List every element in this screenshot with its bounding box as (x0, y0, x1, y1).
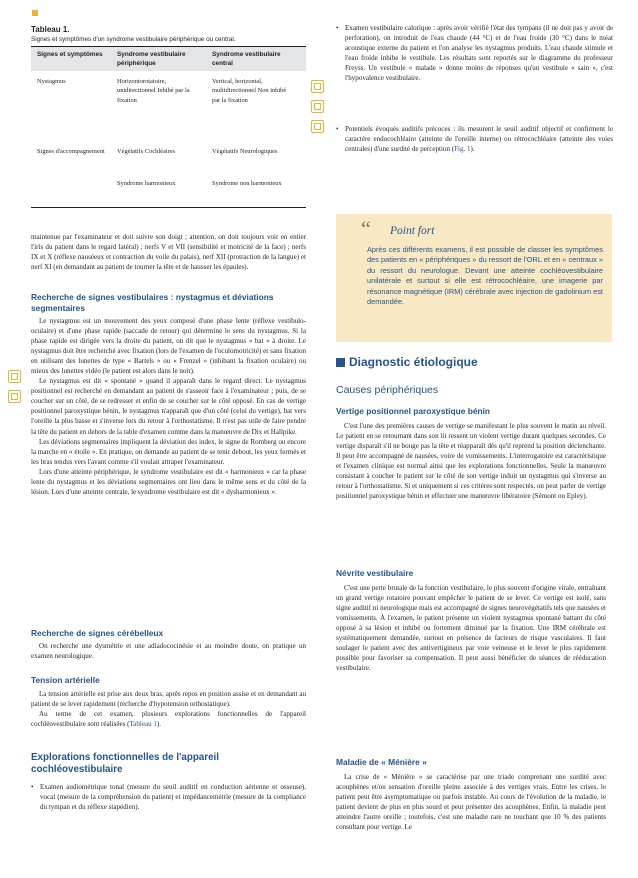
section-marker (32, 10, 38, 16)
table-reference-link[interactable]: Tableau 1 (129, 720, 157, 729)
table-cell: Végétatifs Cochléaires (117, 148, 176, 155)
table-cell: Nystagmus (37, 78, 66, 85)
paragraph: La tension artérielle est prise aux deux bras, après repos en position assise et en demandant au patient de se lever rapidement (recherche d'hypotension orthostatique). (31, 690, 306, 709)
heading-explorations: Explorations fonctionnelles de l'appareil cochléovestibulaire (31, 752, 219, 775)
figure-reference-link[interactable]: Fig. 1 (454, 145, 471, 154)
table-cell: Végétatifs Neurologiques (212, 148, 278, 155)
text-span: ). (156, 720, 162, 729)
heading-cerebellar: Recherche de signes cérébelleux (31, 628, 164, 638)
point-fort-text: Après ces différents examens, il est possible de classer les symptômes des patients en « périphériques » du ressort de l'ORL et en « centraux » du ressort du neurologue. Devant une atteinte cochléovestibulaire unilatérale et surtout si elle est rétrocochléaire, une imagerie par résonance magnétique (IRM) cérébrale avec injection de gadolinium est demandée. (367, 245, 603, 307)
heading-vppb: Vertige positionnel paroxystique bénin (336, 406, 491, 416)
bullet-audiometry: • Examen audiométrique tonal (mesure du seuil auditif en conduction aérienne et osseuse), vocal (mesure de la compréhension du patient) et impédancemétrie (mesure de la compliance du tympan et du réflexe stapédien). (31, 782, 306, 812)
heading-meniere: Maladie de « Ménière » (336, 757, 427, 767)
heading-peripheral-causes: Causes périphériques (336, 384, 439, 396)
paragraph: maintenue par l'examinateur et doit suivre son doigt ; attention, on doit toujours voir en entier l'iris du patient dans le regard latéral) ; nerfs V et VII (sensibilité et motricité de la face) ; nerfs IX et X (réflexe nauséeux et contraction du voile du palais), nerf XII (protraction de la langue) et nerf XI (en demandant au patient de tourner la tête et de hausser les épaules). (31, 233, 306, 272)
table-cell: Horizontorotatoire, unidirectionnel Inhibé par la fixation (117, 78, 190, 104)
margin-note-icon[interactable] (311, 120, 324, 133)
text-span: Potentiels évoqués auditifs précoces : ils mesurent le seuil auditif objectif et confirment le caractère endocochléaire (atteinte de l'oreille interne) ou rétrocochléaire (atteinte des voies centrales) d'une surdité de perception ( (345, 125, 613, 154)
table-subtitle: Signes et symptômes d'un syndrome vestibulaire périphérique ou central. (31, 36, 236, 43)
margin-note-icon[interactable] (311, 80, 324, 93)
paragraph: Le nystagmus est dit « spontané » quand il apparaît dans le regard direct. Le nystagmus positionnel est recherché en demandant au patient de s'asseoir face à l'examinateur ; puis, de se coucher sur un côté, de se redresser et enfin de se coucher sur le côté opposé. En cas de vertige positionnel paroxystique bénin, le nystagmus n'apparaît que d'un côté (celui du vertige), bat vers l'oreille la plus basse et s'inverse lors du retour à l'orthostatisme. Il n'est pas utile de faire pendre la tête du patient en dehors de la table d'examen comme dans la manœuvre de Dix et Hallpike. (31, 377, 306, 436)
header-signs: Signes et symptômes (37, 51, 103, 58)
vppb-text (336, 421, 606, 501)
paragraph: On recherche une dysmétrie et une adiadococinésie et au moindre doute, on pratique un examen neurologique. (31, 642, 306, 661)
table-caption: Tableau 1. (31, 25, 70, 34)
paragraph: C'est l'une des premières causes de vertige se manifestant le plus souvent le matin au réveil. Le patient en se retournant dans son lit ressent un violent vertige durant quelques secondes. Ce vertige disparaît s'il ne bouge pas la tête et réapparaît dès qu'il reprend la position déclenchante. Il peut être accompagné de nausées, voire de vomissements. L'interrogatoire est caractéristique et l'examen clinique est normal ainsi que les explorations fonctionnelles. Seule la manœuvre consistant à coucher le patient sur le côté de son vertige induit un nystagmus qui s'inverse au retour à l'orthostatisme. Si et uniquement si ces critères sont respectés, on peut parler de vertige positionnel paroxystique bénin et effectuer une manœuvre libératoire (Sémont ou Epley). (336, 422, 606, 501)
quote-mark: “ (361, 216, 371, 241)
table-cell: Syndrome harmonieux (117, 180, 176, 187)
heading-text: Diagnostic étiologique (349, 355, 478, 369)
nevrite-text (336, 583, 606, 673)
margin-note-icon[interactable] (8, 370, 21, 383)
cerebellar-text (31, 641, 306, 661)
heading-diagnostic (336, 355, 606, 369)
table-cell: Signes d'accompagnement (37, 148, 105, 155)
meniere-text (336, 772, 606, 832)
bullet-caloric: • Examen vestibulaire calorique : après avoir vérifié l'état des tympans (il ne doit pas y avoir de perforation), on introduit de l'eau chaude (44 °C) et de l'eau froide (30 °C) dans le méat acoustique externe du patient et l'on analyse les nystagmus produits. L'eau chaude stimule et l'eau froide inhibe le vestibule. Les résultats sont reportés sur le diagramme du professeur Freyss. Un vestibule « malade » donne moins de réponses qu'un vestibule « sain », c'est l'hypovalence vestibulaire. (336, 23, 613, 83)
paragraph: Les déviations segmentaires impliquent la déviation des index, le signe de Romberg ou encore la marche en « étoile ». En pratique, on demande au patient de se tenir debout, les yeux fermés et les bras tendus vers l'avant comme s'il voulait attraper l'examinateur. (31, 437, 306, 466)
square-bullet-icon (336, 358, 345, 367)
paragraph: C'est une perte brutale de la fonction vestibulaire, le plus souvent d'origine virale, entraînant un grand vertige rotatoire pouvant empêcher le patient de se lever. Ce vertige est isolé, sans signe auditif ni neurologique mais est accompagné de signes neurovégétatifs tels que nausées et vomissements. À l'examen, le patient présente un violent nystagmus spontané battant du côté opposé à sa lésion et inhibé ou fortement diminué par la fixation. Une IRM cérébrale est systématiquement demandée, surtout en présence de facteurs de risque vasculaires. Il faut soulager le patient avec des antivertigineux par voie veineuse et le lever le plus rapidement possible pour favoriser sa compensation. Il peut aussi bénéficier de séances de rééducation vestibulaire. (336, 584, 606, 673)
paragraph: Le nystagmus est un mouvement des yeux composé d'une phase lente (réflexe vestibulo-oculaire) et d'une phase rapide (saccade de retour) qui détermine le sens du nystagmus. Si la phase rapide est dirigée vers la droite du patient, on dit que le nystagmus « bat » à droite. Le nystagmus doit être recherché avec fixation (lors de l'examen de l'oculomotricité) et sans fixation en utilisant des lunettes de type « Bartels » ou « Frenzel » (inhibant la fixation oculaire) ou mieux des lunettes vidéo (le patient est alors dans le noir). (31, 317, 306, 376)
text-span: Au terme de cet examen, plusieurs explorations fonctionnelles de l'appareil cochléovestibulaire sont réalisées ( (31, 710, 306, 729)
header-central: Syndrome vestibulaire central (212, 51, 281, 68)
heading-tension: Tension artérielle (31, 675, 100, 685)
header-peripheral: Syndrome vestibulaire périphérique (117, 51, 186, 68)
point-fort-title: Point fort (390, 225, 435, 237)
intro-paragraph (31, 232, 306, 272)
tension-text (31, 689, 306, 729)
symptom-table (31, 46, 306, 208)
table-cell: Vertical, horizontal, multidirectionnel Non inhibé par la fixation (212, 78, 287, 104)
paragraph: La crise de « Ménière » se caractérise par une triade comprenant une surdité avec acouphènes et/ou sensation d'oreille pleine associée à des vertiges vrais. Entre les crises, le patient peut être asymptomatique ou parfois instable. Au cours de l'évolution de la maladie, le patient devient de plus en plus sourd et peut présenter des acouphènes. Enfin, la maladie peut atteindre l'autre oreille ; toutefois, c'est une maladie rare ne touchant que 10 % des patients consultant pour vertige. Le (336, 773, 606, 832)
text-span: ). (470, 145, 475, 154)
table-cell: Syndrome non harmonieux (212, 180, 282, 187)
vestibular-text (31, 316, 306, 497)
paragraph (31, 709, 306, 729)
margin-note-icon[interactable] (8, 390, 21, 403)
heading-vestibular: Recherche de signes vestibulaires : nystagmus et déviations segmentaires (31, 292, 274, 313)
bullet-evoked-potentials (336, 124, 613, 154)
heading-nevrite: Névrite vestibulaire (336, 568, 414, 578)
paragraph: Lors d'une atteinte périphérique, le syndrome vestibulaire est dit « harmonieux » car la phase lente du nystagmus et les déviations segmentaires ont lieu dans le même sens et du côté de la lésion. Lors d'une atteinte centrale, le syndrome vestibulaire est dit « dysharmonieux ». (31, 467, 306, 496)
margin-note-icon[interactable] (311, 100, 324, 113)
table-body (31, 71, 306, 208)
table-header (31, 47, 306, 71)
